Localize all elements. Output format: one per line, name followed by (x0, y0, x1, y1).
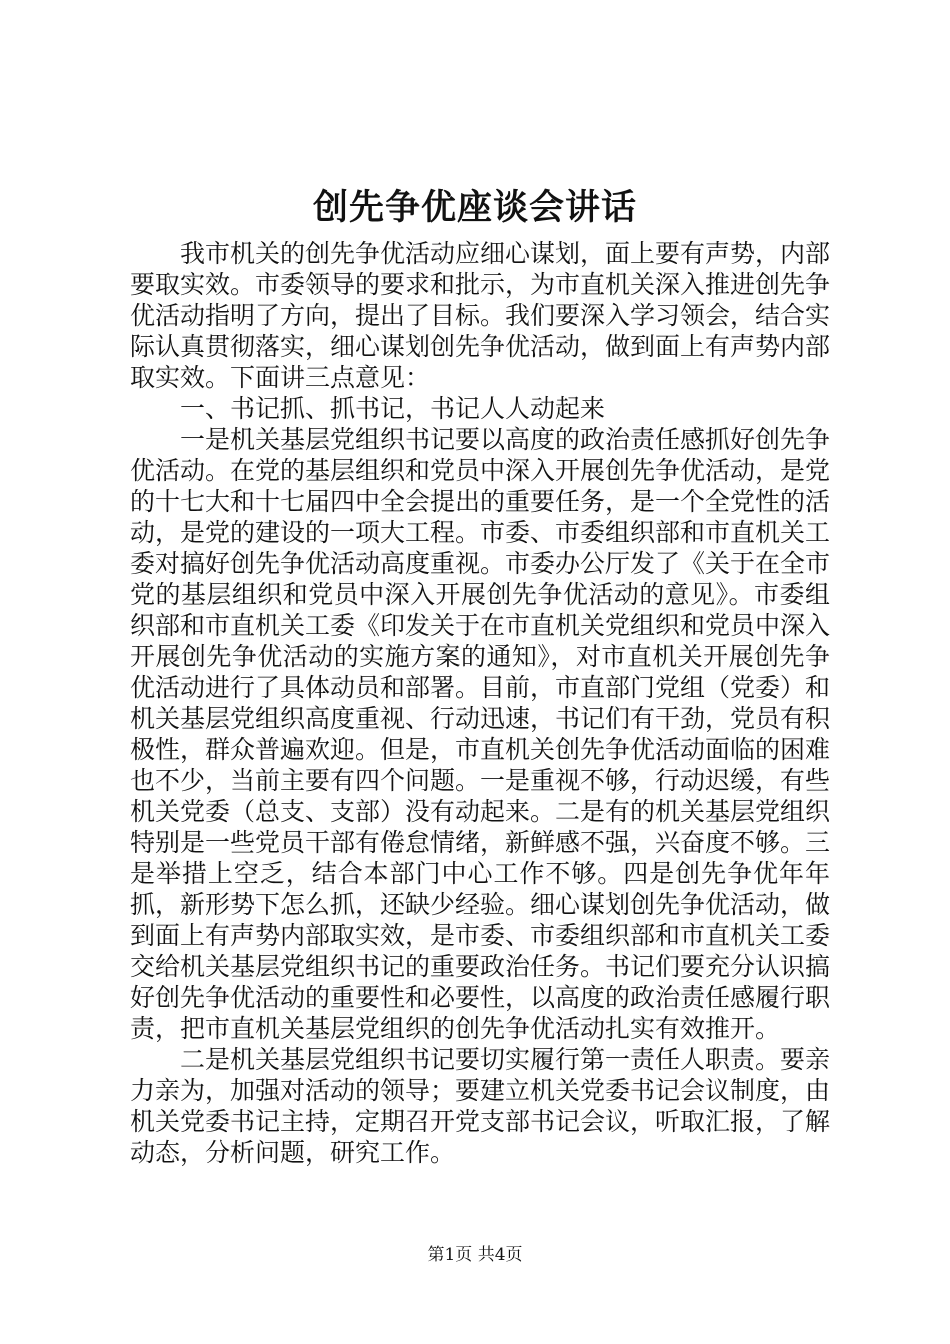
section-heading-1: 一、书记抓、抓书记，书记人人动起来 (180, 394, 606, 423)
paragraph-intro: 我市机关的创先争优活动应细心谋划，面上要有声势，内部要取实效。市委领导的要求和批示，为市直机关深入推进创先争优活动指明了方向，提出了目标。我们要深入学习领会，结合实际认真贯彻落实，细心谋划创先争优活动，做到面上有声势内部取实效。下面讲三点意见： (130, 239, 831, 392)
paragraph-point-2: 二是机关基层党组织书记要切实履行第一责任人职责。要亲力亲为，加强对活动的领导；要建立机关党委书记会议制度，由机关党委书记主持，定期召开党支部书记会议，听取汇报，了解动态，分析问题，研究工作。 (130, 1045, 831, 1167)
page-number-footer: 第1页 共4页 (427, 1245, 523, 1265)
document-title: 创先争优座谈会讲话 (312, 187, 637, 228)
paragraph-point-1: 一是机关基层党组织书记要以高度的政治责任感抓好创先争优活动。在党的基层组织和党员中深入开展创先争优活动，是党的十七大和十七届四中全会提出的重要任务，是一个全党性的活动，是党的建设的一项大工程。市委、市委组织部和市直机关工委对搞好创先争优活动高度重视。市委办公厅发了《关于在全市党的基层组织和党员中深入开展创先争优活动的意见》。市委组织部和市直机关工委《印发关于在市直机关党组织和党员中深入开展创先争优活动的实施方案的通知》，对市直机关开展创先争优活动进行了具体动员和部署。目前，市直部门党组（党委）和机关基层党组织高度重视、行动迅速，书记们有干劲，党员有积极性，群众普遍欢迎。但是，市直机关创先争优活动面临的困难也不少，当前主要有四个问题。一是重视不够，行动迟缓，有些机关党委（总支、支部）没有动起来。二是有的机关基层党组织特别是一些党员干部有倦怠情绪，新鲜感不强，兴奋度不够。三是举措上空乏，结合本部门中心工作不够。四是创先争优年年抓，新形势下怎么抓，还缺少经验。细心谋划创先争优活动，做到面上有声势内部取实效，是市委、市委组织部和市直机关工委交给机关基层党组织书记的重要政治任务。书记们要充分认识搞好创先争优活动的重要性和必要性，以高度的政治责任感履行职责，把市直机关基层党组织的创先争优活动扎实有效推开。 (130, 425, 831, 1043)
document-body (130, 238, 830, 1168)
